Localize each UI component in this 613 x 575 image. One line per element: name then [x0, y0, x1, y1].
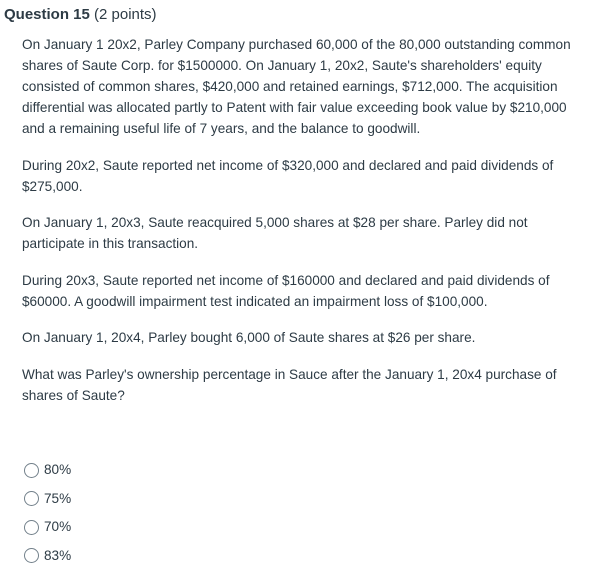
- answer-option[interactable]: [24, 513, 71, 542]
- answer-option[interactable]: [24, 485, 71, 514]
- question-title: Question 15: [4, 6, 90, 23]
- radio-button[interactable]: [24, 463, 39, 478]
- question-header: [4, 5, 157, 25]
- answer-label[interactable]: 80%: [44, 462, 72, 478]
- question-text: [22, 34, 582, 421]
- answer-label[interactable]: 83%: [44, 547, 72, 563]
- question-paragraph-acquisition: On January 1 20x2, Parley Company purchased 60,000 of the 80,000 outstanding common shares of Saute Corp. for $1500000. On January 1, 20x2, Saute's shareholders' equity consisted of common shares, $420,000 and retained earnings, $712,000. The acquisition differential was allocated partly to Patent with fair value exceeding book value by $210,000 and a remaining useful life of 7 years, and the balance to goodwill.: [22, 37, 571, 136]
- question-paragraph-reacquisition: On January 1, 20x3, Saute reacquired 5,000 shares at $28 per share. Parley did not participate in this transaction.: [22, 215, 528, 251]
- radio-button[interactable]: [24, 491, 39, 506]
- answer-options: [24, 456, 71, 570]
- radio-button[interactable]: [24, 520, 39, 535]
- answer-label[interactable]: 75%: [44, 490, 72, 506]
- question-paragraph-20x4-purchase: On January 1, 20x4, Parley bought 6,000 of Saute shares at $26 per share.: [22, 330, 476, 345]
- answer-option[interactable]: [24, 456, 71, 485]
- question-paragraph-20x3: During 20x3, Saute reported net income of $160000 and declared and paid dividends of $60000. A goodwill impairment test indicated an impairment loss of $100,000.: [22, 272, 550, 309]
- answer-option[interactable]: [24, 542, 71, 571]
- question-paragraph-20x2: During 20x2, Saute reported net income of $320,000 and declared and paid dividends of $275,000.: [22, 157, 554, 194]
- question-prompt: What was Parley's ownership percentage in Sauce after the January 1, 20x4 purchase of shares of Saute?: [22, 366, 557, 403]
- answer-label[interactable]: 70%: [44, 519, 72, 535]
- question-points: (2 points): [89, 6, 157, 23]
- radio-button[interactable]: [24, 548, 39, 563]
